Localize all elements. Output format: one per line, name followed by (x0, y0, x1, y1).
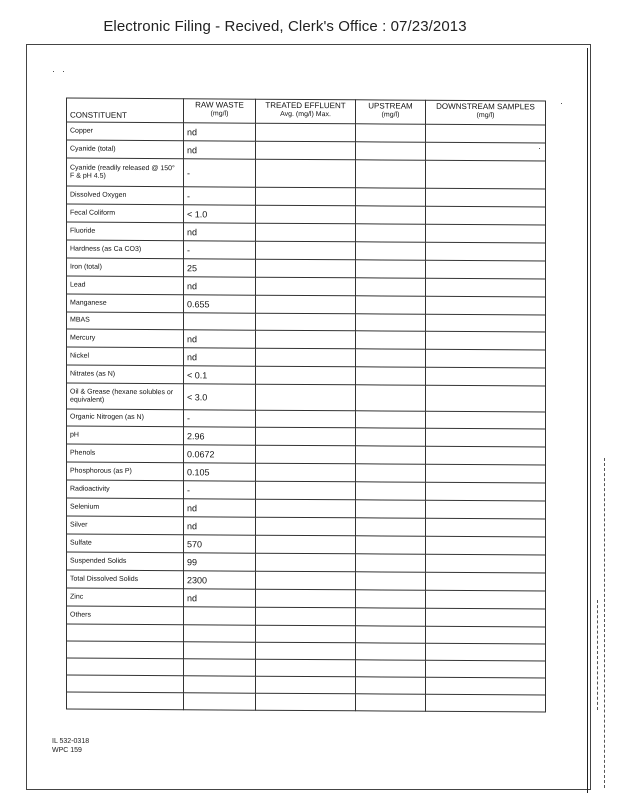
raw-waste-cell: 0.105 (184, 463, 256, 481)
treated-effluent-cell (256, 259, 356, 278)
raw-waste-cell: - (184, 241, 256, 259)
page-edge-line (587, 48, 588, 793)
raw-waste-cell: < 1.0 (184, 205, 256, 223)
constituent-cell: Phenols (67, 444, 184, 463)
constituent-cell: Fluoride (67, 222, 184, 241)
treated-effluent-cell (256, 463, 356, 482)
treated-effluent-cell (256, 223, 356, 242)
raw-waste-cell: - (184, 159, 256, 187)
downstream-cell (426, 500, 546, 519)
upstream-cell (356, 124, 426, 142)
downstream-cell (426, 314, 546, 332)
treated-effluent-cell (256, 589, 356, 608)
raw-waste-cell: 2300 (184, 571, 256, 589)
constituent-cell: Selenium (67, 498, 184, 517)
constituent-cell: Organic Nitrogen (as N) (67, 409, 184, 427)
raw-waste-cell (184, 607, 256, 625)
upstream-cell (356, 536, 426, 554)
downstream-cell (426, 242, 546, 261)
treated-effluent-cell (256, 123, 356, 142)
constituent-cell: Suspended Solids (67, 552, 184, 571)
constituent-cell: Cyanide (readily released @ 150° F & pH 4.5) (67, 158, 184, 187)
raw-waste-cell: nd (184, 277, 256, 295)
form-number: IL 532-0318 (52, 738, 90, 745)
column-header-treated-effluent: TREATED EFFLUENT Avg. (mg/l) Max. (256, 99, 356, 124)
downstream-cell (426, 142, 546, 161)
scan-speck: · (560, 98, 563, 108)
constituent-cell: Hardness (as Ca CO3) (67, 240, 184, 259)
upstream-cell (356, 224, 426, 242)
empty-cell (356, 626, 426, 643)
constituent-cell: Phosphorous (as P) (67, 462, 184, 481)
column-header-constituent: CONSTITUENT (67, 98, 184, 123)
downstream-cell (426, 446, 546, 465)
raw-waste-cell: nd (184, 330, 256, 348)
upstream-cell (356, 260, 426, 278)
empty-cell (67, 624, 184, 642)
treated-effluent-cell (256, 384, 356, 411)
downstream-cell (426, 296, 546, 315)
treated-effluent-cell (256, 571, 356, 590)
table-row (67, 383, 546, 412)
upstream-cell (356, 314, 426, 331)
downstream-cell (426, 349, 546, 368)
treated-effluent-cell (256, 410, 356, 428)
raw-waste-cell: 570 (184, 535, 256, 553)
raw-waste-cell: nd (184, 499, 256, 517)
upstream-cell (356, 590, 426, 608)
downstream-cell (426, 590, 546, 609)
constituent-cell: Nickel (67, 347, 184, 366)
empty-cell (67, 692, 184, 710)
upstream-cell (356, 428, 426, 446)
upstream-cell (356, 482, 426, 500)
constituent-cell: Zinc (67, 588, 184, 607)
treated-effluent-cell (256, 330, 356, 349)
downstream-cell (426, 518, 546, 537)
constituent-cell: Total Dissolved Solids (67, 570, 184, 589)
upstream-cell (356, 160, 426, 188)
empty-cell (256, 676, 356, 694)
empty-cell (184, 642, 256, 659)
treated-effluent-cell (256, 517, 356, 536)
form-footer (52, 737, 89, 755)
downstream-cell (426, 331, 546, 350)
upstream-cell (356, 188, 426, 206)
raw-waste-cell: - (184, 481, 256, 499)
empty-cell (256, 625, 356, 643)
constituent-table (66, 98, 546, 713)
raw-waste-cell: nd (184, 141, 256, 159)
downstream-cell (426, 572, 546, 591)
upstream-cell (356, 331, 426, 349)
treated-effluent-cell (256, 313, 356, 331)
treated-effluent-cell (256, 348, 356, 367)
upstream-cell (356, 500, 426, 518)
raw-waste-cell: nd (184, 348, 256, 366)
upstream-cell (356, 142, 426, 160)
treated-effluent-cell (256, 241, 356, 260)
constituent-cell: Oil & Grease (hexane solubles or equivalent) (67, 383, 184, 410)
upstream-cell (356, 367, 426, 385)
empty-cell (426, 626, 546, 644)
downstream-cell (426, 224, 546, 243)
downstream-cell (426, 160, 546, 189)
empty-cell (356, 660, 426, 677)
constituent-cell: Copper (67, 122, 184, 141)
empty-cell (256, 693, 356, 711)
downstream-cell (426, 367, 546, 386)
upstream-cell (356, 296, 426, 314)
upstream-cell (356, 278, 426, 296)
column-header-downstream: DOWNSTREAM SAMPLES (mg/l) (426, 100, 546, 125)
constituent-cell: Sulfate (67, 534, 184, 553)
upstream-cell (356, 572, 426, 590)
downstream-cell (426, 464, 546, 483)
raw-waste-cell: 0.0672 (184, 445, 256, 463)
treated-effluent-cell (256, 187, 356, 206)
empty-cell (67, 675, 184, 693)
constituent-cell: Dissolved Oxygen (67, 186, 184, 205)
blank-table-row (67, 692, 546, 712)
treated-effluent-cell (256, 205, 356, 224)
treated-effluent-cell (256, 366, 356, 385)
constituent-cell: Mercury (67, 329, 184, 348)
treated-effluent-cell (256, 141, 356, 160)
raw-waste-cell: 2.96 (184, 427, 256, 445)
treated-effluent-cell (256, 159, 356, 188)
empty-cell (356, 677, 426, 694)
upstream-cell (356, 464, 426, 482)
empty-cell (256, 642, 356, 660)
treated-effluent-cell (256, 277, 356, 296)
empty-cell (184, 659, 256, 676)
downstream-cell (426, 278, 546, 297)
upstream-cell (356, 206, 426, 224)
empty-cell (356, 643, 426, 660)
downstream-cell (426, 385, 546, 412)
raw-waste-cell: - (184, 410, 256, 427)
downstream-cell (426, 124, 546, 143)
empty-cell (426, 677, 546, 695)
downstream-cell (426, 206, 546, 225)
constituent-cell: Cyanide (total) (67, 140, 184, 159)
treated-effluent-cell (256, 607, 356, 626)
raw-waste-cell: 25 (184, 259, 256, 277)
table-header-row (67, 98, 546, 125)
table-row (67, 158, 546, 189)
column-header-raw-waste: RAW WASTE (mg/l) (184, 99, 256, 123)
constituent-cell: Iron (total) (67, 258, 184, 277)
upstream-cell (356, 242, 426, 260)
empty-cell (184, 676, 256, 693)
upstream-cell (356, 349, 426, 367)
raw-waste-cell: < 0.1 (184, 366, 256, 384)
scan-speck: · (52, 66, 55, 76)
upstream-cell (356, 608, 426, 626)
constituent-cell: MBAS (67, 312, 184, 330)
treated-effluent-cell (256, 445, 356, 464)
upstream-cell (356, 518, 426, 536)
empty-cell (184, 625, 256, 642)
column-header-upstream: UPSTREAM (mg/l) (356, 100, 426, 124)
raw-waste-cell (184, 313, 256, 330)
upstream-cell (356, 554, 426, 572)
empty-cell (356, 694, 426, 711)
constituent-cell: Lead (67, 276, 184, 295)
downstream-cell (426, 260, 546, 279)
scan-speck: · (62, 66, 65, 76)
empty-cell (67, 641, 184, 659)
treated-effluent-cell (256, 535, 356, 554)
downstream-cell (426, 188, 546, 207)
wpc-number: WPC 159 (52, 747, 82, 754)
upstream-cell (356, 446, 426, 464)
empty-cell (184, 693, 256, 710)
treated-effluent-cell (256, 481, 356, 500)
empty-cell (426, 660, 546, 678)
raw-waste-cell: nd (184, 223, 256, 241)
upstream-cell (356, 411, 426, 428)
empty-cell (426, 643, 546, 661)
treated-effluent-cell (256, 553, 356, 572)
raw-waste-cell: nd (184, 517, 256, 535)
raw-waste-cell: < 3.0 (184, 384, 256, 410)
constituent-cell: Others (67, 606, 184, 625)
raw-waste-cell: 99 (184, 553, 256, 571)
raw-waste-cell: nd (184, 123, 256, 141)
downstream-cell (426, 536, 546, 555)
raw-waste-cell: - (184, 187, 256, 205)
scan-artifact-line (604, 458, 605, 788)
empty-cell (426, 694, 546, 712)
treated-effluent-cell (256, 427, 356, 446)
constituent-cell: pH (67, 426, 184, 445)
upstream-cell (356, 385, 426, 411)
raw-waste-cell: nd (184, 589, 256, 607)
constituent-cell: Silver (67, 516, 184, 535)
filing-stamp-header: Electronic Filing - Recived, Clerk's Office : 07/23/2013 (103, 18, 467, 35)
downstream-cell (426, 428, 546, 447)
constituent-cell: Radioactivity (67, 480, 184, 499)
empty-cell (256, 659, 356, 677)
treated-effluent-cell (256, 499, 356, 518)
downstream-cell (426, 608, 546, 627)
treated-effluent-cell (256, 295, 356, 314)
constituent-cell: Manganese (67, 294, 184, 313)
scan-speck: · (538, 143, 541, 153)
raw-waste-cell: 0.655 (184, 295, 256, 313)
downstream-cell (426, 482, 546, 501)
empty-cell (67, 658, 184, 676)
constituent-cell: Fecal Coliform (67, 204, 184, 223)
downstream-cell (426, 411, 546, 429)
downstream-cell (426, 554, 546, 573)
constituent-cell: Nitrates (as N) (67, 365, 184, 384)
scan-artifact-line (597, 600, 598, 710)
